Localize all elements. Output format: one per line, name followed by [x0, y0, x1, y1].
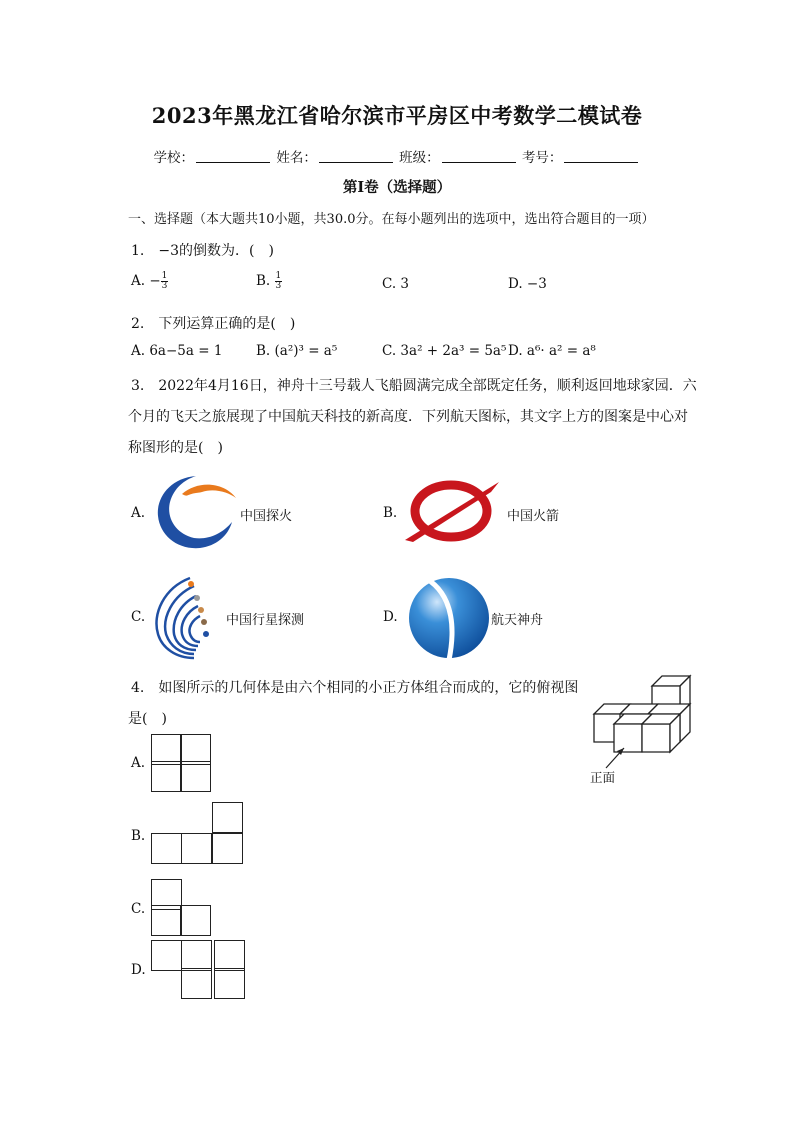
name-label: 姓名：: [276, 150, 317, 166]
q1-a-den: 3: [161, 281, 168, 291]
front-view-label: 正面: [590, 770, 616, 785]
q4-option-c-view: [151, 879, 213, 935]
q3-a-label: A.: [131, 505, 146, 521]
view-square: [181, 833, 212, 864]
view-square: [151, 905, 182, 936]
mars-exploration-logo-icon: [152, 470, 242, 554]
q1-option-b: [256, 272, 282, 291]
q3-line3: 称图形的是( ): [128, 440, 223, 456]
q3-d-logo-text: 航天神舟: [491, 613, 544, 628]
q3-line2: 个月的飞天之旅展现了中国航天科技的新高度．下列航天图标，其文字上方的图案是中心对: [128, 409, 688, 425]
name-blank[interactable]: [319, 150, 393, 163]
exam-no-blank[interactable]: [564, 150, 638, 163]
q4-a-label: A.: [131, 755, 146, 771]
view-square: [181, 940, 212, 971]
class-blank[interactable]: [442, 150, 516, 163]
exam-no-label: 考号：: [521, 150, 563, 166]
class-label: 班级：: [399, 150, 440, 166]
q4-option-d-view: [151, 940, 247, 1000]
q2-option-c: C. 3a² + 2a³ = 5a⁵: [382, 343, 507, 359]
q3-c-label: C.: [131, 609, 146, 625]
q4-d-label: D.: [131, 962, 146, 978]
view-square: [180, 905, 211, 936]
q4-line1: 4. 如图所示的几何体是由六个相同的小正方体组合而成的，它的俯视图: [131, 680, 579, 696]
q2-option-a: A. 6a−5a = 1: [131, 343, 223, 359]
exam-title: 2023年黑龙江省哈尔滨市平房区中考数学二模试卷: [151, 103, 643, 128]
q3-b-label: B.: [383, 505, 398, 521]
view-square: [151, 833, 182, 864]
section-heading: 一、选择题（本大题共10小题，共30.0分。在每小题列出的选项中，选出符合题目的一项）: [128, 212, 655, 227]
q2-stem: 2. 下列运算正确的是( ): [131, 316, 296, 332]
view-square: [151, 761, 182, 792]
view-square: [180, 761, 211, 792]
view-square: [212, 833, 243, 864]
q1-b-den: 3: [275, 281, 282, 291]
q1-option-c: C. 3: [382, 276, 410, 292]
china-rocket-logo-icon: [403, 478, 503, 544]
q4-option-a-view: [151, 734, 213, 792]
q1-a-sign: −: [149, 273, 161, 289]
planetary-exploration-logo-icon: [150, 574, 226, 660]
q1-b-fraction: [275, 272, 283, 291]
q4-c-label: C.: [131, 901, 146, 917]
q2-option-d: D. a⁶· a² = a⁸: [508, 343, 596, 359]
q3-a-logo-text: 中国探火: [240, 509, 293, 524]
student-info-row: [0, 146, 794, 166]
q1-a-fraction: [161, 272, 169, 291]
q1-a-label: A.: [131, 273, 146, 289]
view-square: [151, 940, 182, 971]
q1-option-d: D. −3: [508, 276, 547, 292]
q3-b-logo-text: 中国火箭: [507, 509, 560, 524]
school-blank[interactable]: [196, 150, 270, 163]
school-label: 学校：: [153, 150, 195, 166]
q1-option-a: [131, 272, 168, 291]
q3-d-label: D.: [383, 609, 398, 625]
q2-option-b: B. (a²)³ = a⁵: [256, 343, 338, 359]
volume-title: 第Ⅰ卷（选择题）: [342, 179, 452, 196]
q4-b-label: B.: [131, 828, 146, 844]
view-square: [214, 940, 245, 971]
shenzhou-sphere-logo-icon: [403, 570, 495, 662]
view-square: [181, 968, 212, 999]
q1-b-num: 1: [275, 271, 282, 281]
q3-c-logo-text: 中国行星探测: [226, 613, 305, 628]
q4-option-b-view: [151, 802, 245, 866]
q4-line2: 是( ): [128, 711, 167, 727]
q3-line1: 3. 2022年4月16日，神舟十三号载人飞船圆满完成全部既定任务，顺利返回地球家园．六: [131, 378, 697, 394]
q1-a-num: 1: [161, 271, 168, 281]
q1-b-label: B.: [256, 273, 271, 289]
q1-stem: 1. −3的倒数为．( ): [131, 243, 274, 259]
view-square: [214, 968, 245, 999]
view-square: [212, 802, 243, 833]
